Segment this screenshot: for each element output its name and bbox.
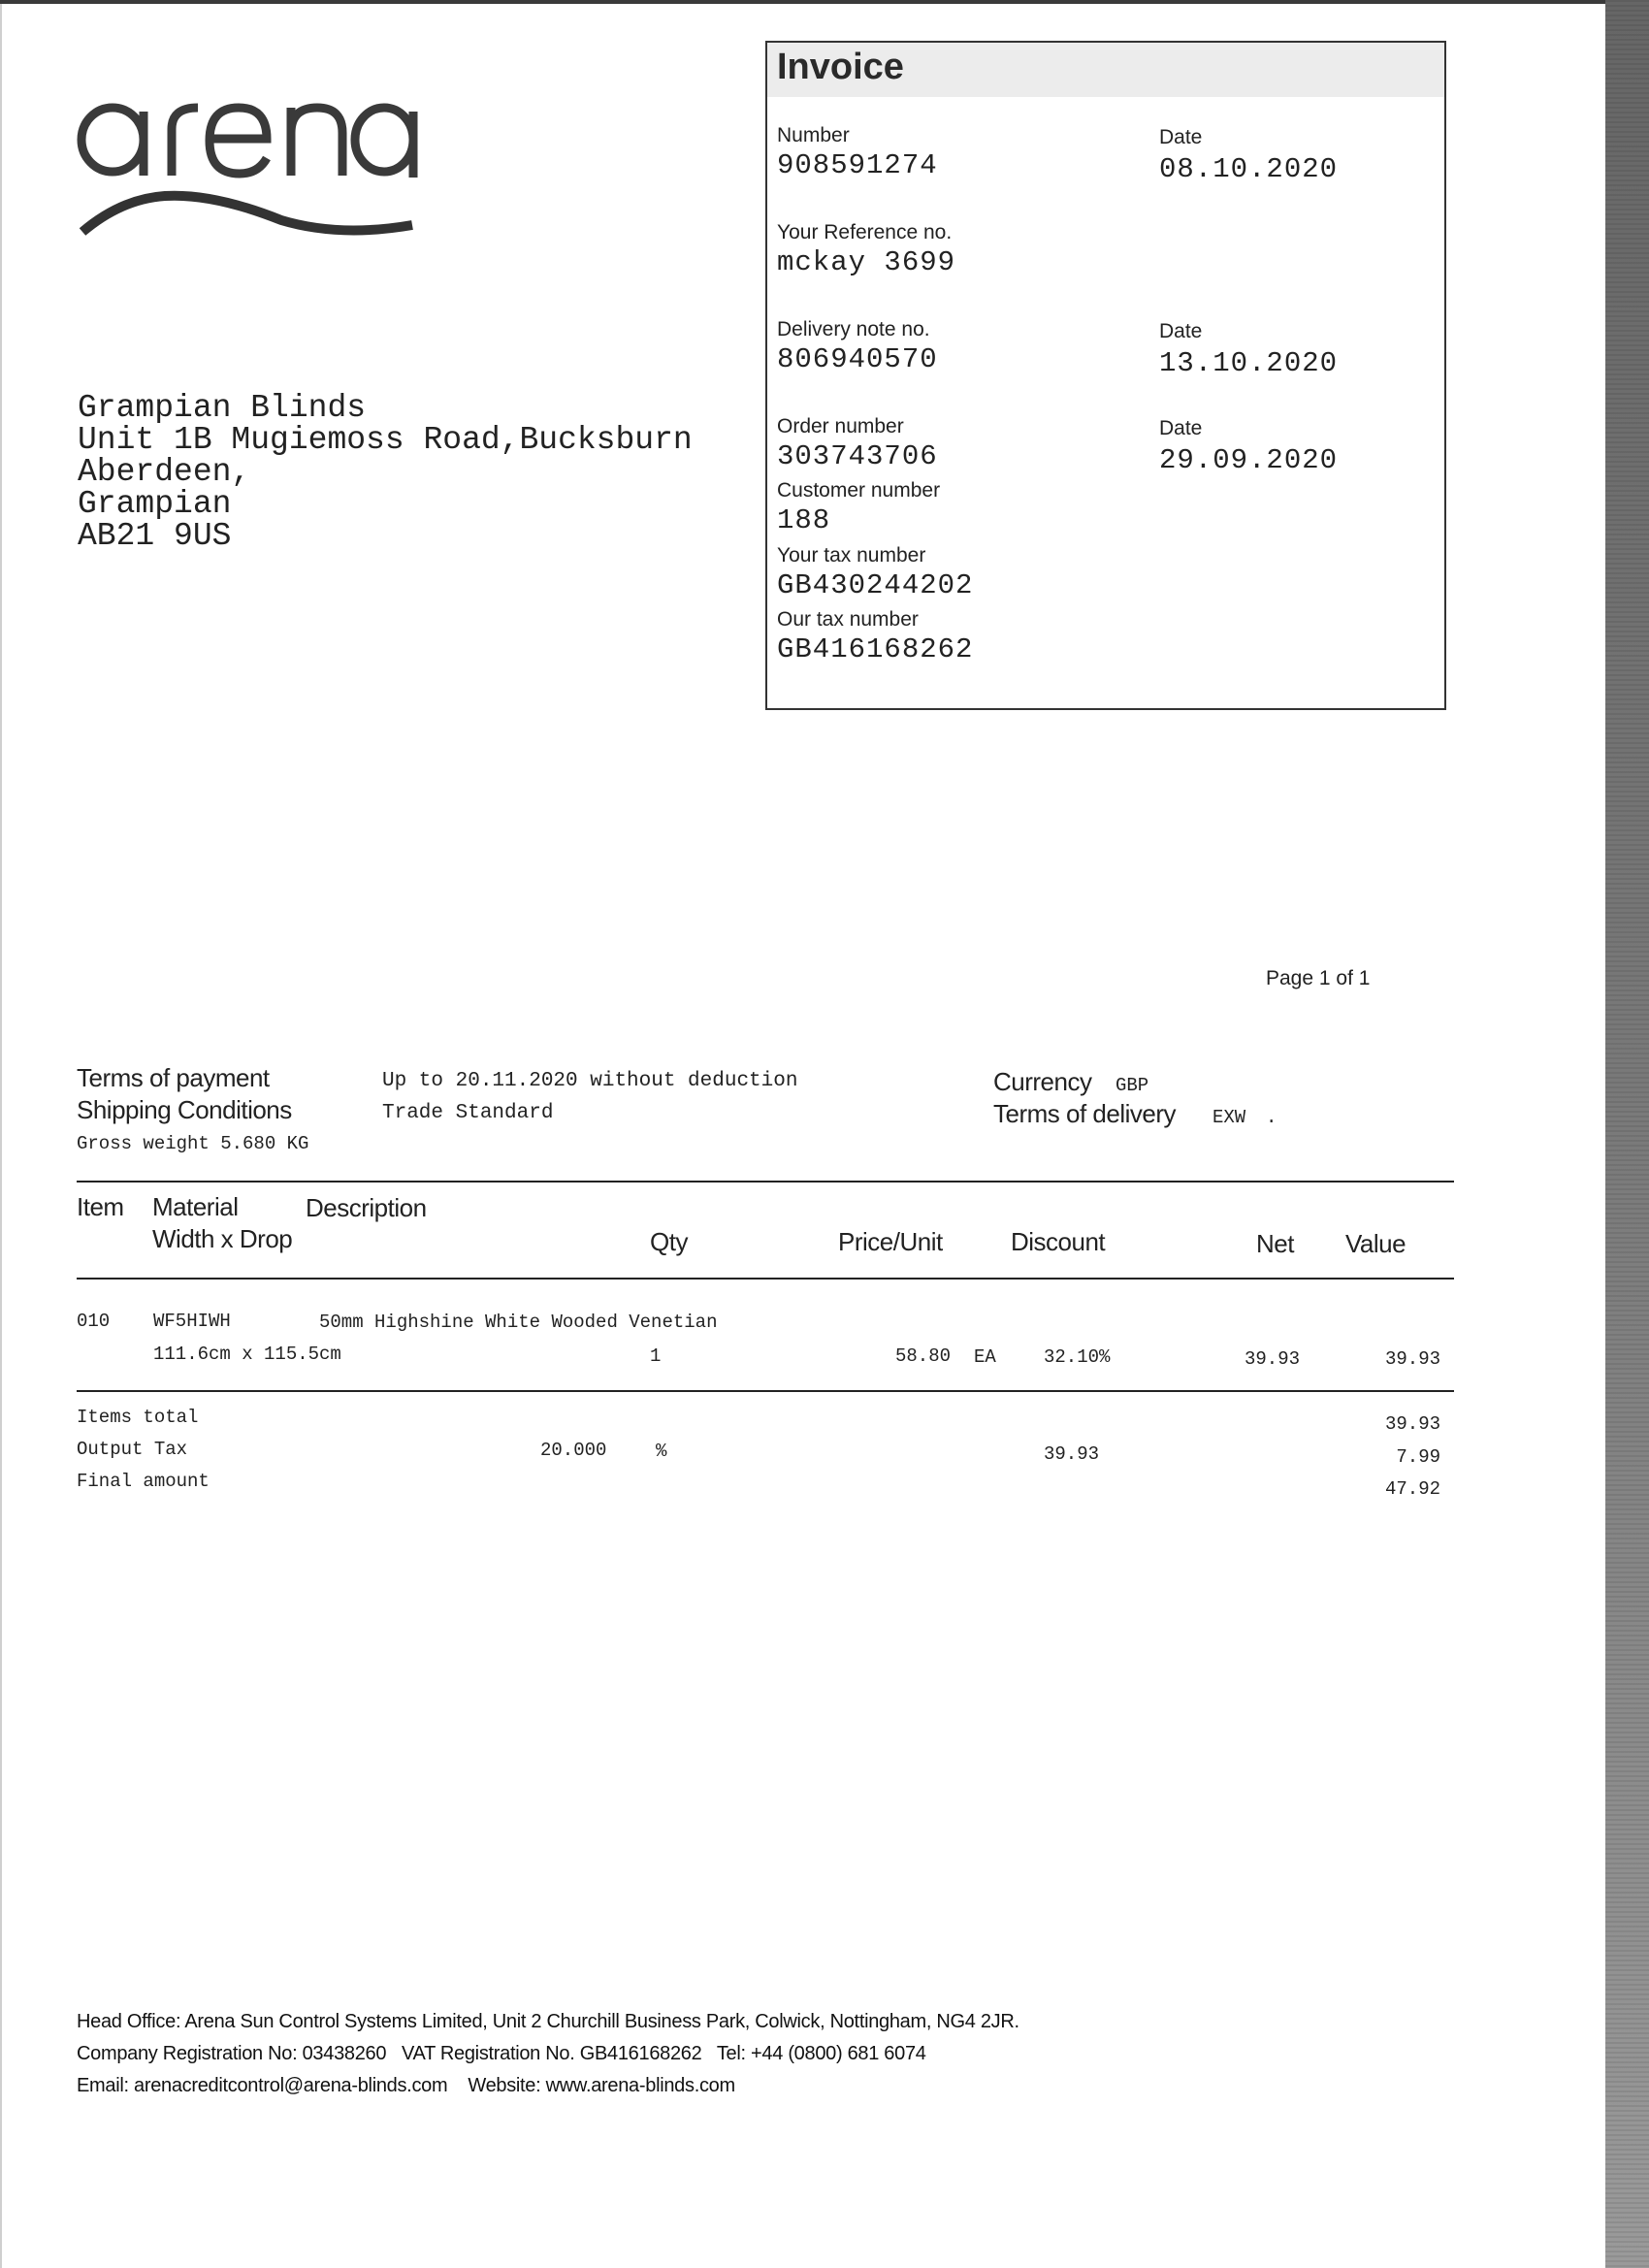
our-tax-label: Our tax number [777, 608, 919, 631]
delivery-note-label: Delivery note no. [777, 318, 930, 340]
invoice-title: Invoice [777, 47, 904, 87]
scan-right-strip [1605, 0, 1649, 2268]
company-logo [68, 82, 436, 252]
invoice-date-label: Date [1159, 126, 1203, 148]
column-header-item: Item [77, 1192, 124, 1221]
output-tax-label: Output Tax [77, 1439, 188, 1460]
recipient-name: Grampian Blinds [78, 390, 367, 426]
divider-top [77, 1181, 1454, 1183]
column-header-qty: Qty [650, 1227, 688, 1256]
output-tax-base: 39.93 [1044, 1443, 1100, 1465]
recipient-postcode: AB21 9US [78, 518, 232, 554]
column-header-price-unit: Price/Unit [838, 1227, 943, 1256]
recipient-city: Aberdeen, [78, 454, 251, 490]
page-indicator: Page 1 of 1 [1266, 967, 1371, 989]
recipient-region: Grampian [78, 486, 232, 522]
footer-head-office: Head Office: Arena Sun Control Systems Limited, Unit 2 Churchill Business Park, Colwick, Nottingham, NG4 2JR. [77, 2011, 1019, 2032]
terms-of-payment-value: Up to 20.11.2020 without deduction [382, 1070, 798, 1092]
order-number: 303743706 [777, 440, 938, 472]
customer-number: 188 [777, 504, 831, 536]
row-discount: 32.10% [1044, 1346, 1111, 1368]
delivery-date: 13.10.2020 [1159, 347, 1339, 379]
invoice-date: 08.10.2020 [1159, 153, 1339, 185]
row-qty: 1 [650, 1345, 662, 1367]
column-header-material: Material [152, 1192, 239, 1221]
invoice-number: 908591274 [777, 149, 938, 181]
column-header-net: Net [1256, 1229, 1294, 1258]
your-tax-label: Your tax number [777, 544, 926, 567]
divider-items [77, 1390, 1454, 1392]
column-header-discount: Discount [1011, 1227, 1106, 1256]
wave-icon [82, 196, 412, 232]
row-material: WF5HIWH [153, 1311, 231, 1332]
currency-value: GBP [1116, 1075, 1149, 1096]
row-item-number: 010 [77, 1311, 111, 1332]
invoice-box-header [767, 43, 1444, 97]
column-header-width-drop: Width x Drop [152, 1224, 293, 1253]
items-total-label: Items total [77, 1407, 199, 1428]
final-amount-label: Final amount [77, 1471, 210, 1492]
items-total-value: 39.93 [1384, 1413, 1440, 1435]
output-tax-rate: 20.000 [540, 1440, 607, 1461]
row-net: 39.93 [1244, 1348, 1300, 1370]
output-tax-rate-unit: % [656, 1441, 667, 1462]
order-number-label: Order number [777, 415, 904, 437]
column-header-description: Description [306, 1193, 427, 1222]
your-tax-number: GB430244202 [777, 569, 974, 601]
gross-weight: Gross weight 5.680 KG [77, 1133, 309, 1154]
terms-of-delivery-label: Terms of delivery [993, 1099, 1176, 1128]
scan-top-edge [0, 0, 1605, 4]
terms-of-delivery-suffix: . [1266, 1107, 1277, 1128]
shipping-conditions-label: Shipping Conditions [77, 1095, 292, 1124]
terms-of-payment-label: Terms of payment [77, 1063, 270, 1092]
column-header-value: Value [1345, 1229, 1406, 1258]
row-description: 50mm Highshine White Wooded Venetian [319, 1312, 718, 1333]
our-tax-number: GB416168262 [777, 633, 974, 665]
order-date-label: Date [1159, 417, 1203, 439]
reference-label: Your Reference no. [777, 221, 953, 243]
final-amount-value: 47.92 [1384, 1478, 1440, 1500]
scan-left-edge [0, 0, 2, 2268]
row-width-drop: 111.6cm x 115.5cm [153, 1344, 341, 1365]
order-date: 29.09.2020 [1159, 444, 1339, 476]
row-price: 58.80 [894, 1345, 951, 1367]
row-unit: EA [974, 1346, 996, 1368]
invoice-number-label: Number [777, 124, 850, 146]
delivery-date-label: Date [1159, 320, 1203, 342]
currency-label: Currency [993, 1067, 1092, 1096]
divider-header [77, 1278, 1454, 1280]
customer-number-label: Customer number [777, 479, 941, 502]
footer-registration: Company Registration No: 03438260 VAT Registration No. GB416168262 Tel: +44 (0800) 681 6074 [77, 2043, 926, 2064]
invoice-info-box [765, 41, 1446, 710]
output-tax-amount: 7.99 [1396, 1446, 1440, 1468]
shipping-conditions-value: Trade Standard [382, 1102, 554, 1124]
arena-logo-icon [68, 82, 436, 252]
reference-value: mckay 3699 [777, 246, 956, 278]
row-value: 39.93 [1384, 1348, 1440, 1370]
footer-contact: Email: arenacreditcontrol@arena-blinds.com Website: www.arena-blinds.com [77, 2075, 735, 2096]
delivery-note-number: 806940570 [777, 343, 938, 375]
terms-of-delivery-value: EXW [1212, 1107, 1246, 1128]
recipient-street: Unit 1B Mugiemoss Road,Bucksburn [78, 422, 693, 458]
